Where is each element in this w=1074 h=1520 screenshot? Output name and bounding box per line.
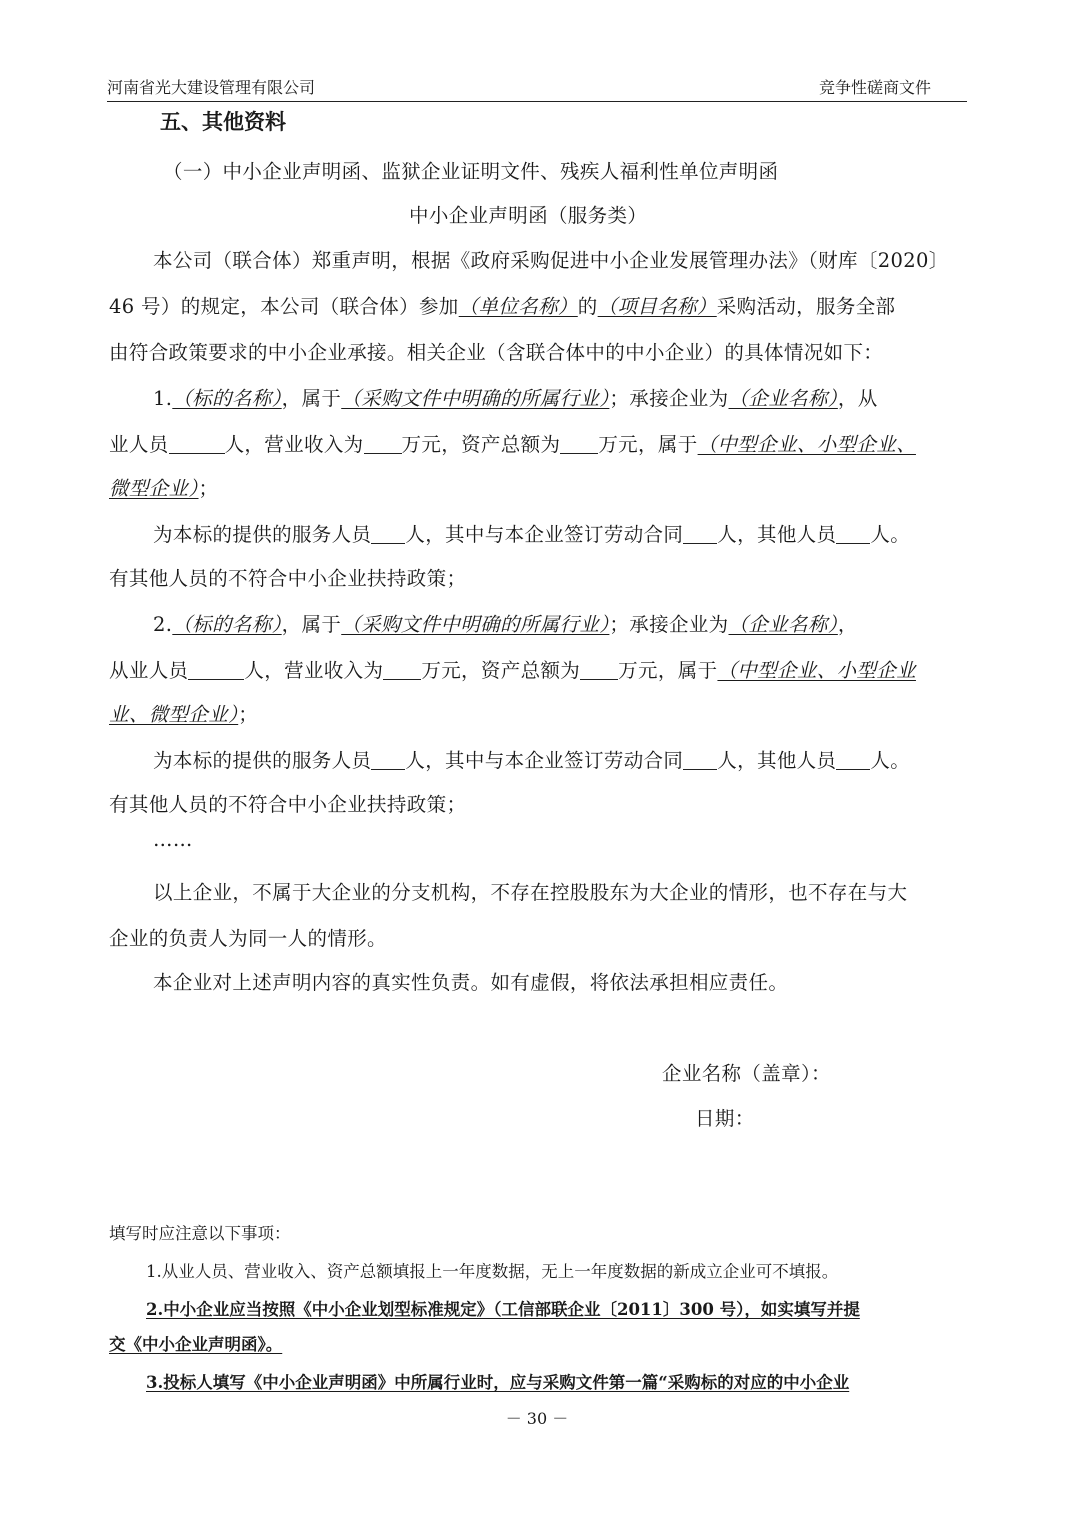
item2-staff-blank: [188, 660, 244, 681]
service1-blank-c: [836, 524, 870, 545]
item1-company: （企业名称）: [728, 387, 838, 410]
ellipsis: ……: [153, 828, 193, 851]
item2-industry: （采购文件中明确的所属行业）: [341, 613, 610, 636]
item2-assets-blank: [580, 660, 618, 681]
closing-line-3: 本企业对上述声明内容的真实性负责。如有虚假，将依法承担相应责任。: [153, 971, 789, 994]
header-company: 河南省光大建设管理有限公司: [107, 78, 316, 97]
subsection-title: （一）中小企业声明函、监狱企业证明文件、残疾人福利性单位声明函: [163, 160, 779, 183]
item1-staff-blank: [169, 434, 225, 455]
date-label: 日期：: [695, 1107, 755, 1130]
item1-target: （标的名称）: [172, 387, 282, 410]
note-2-line-2: 交《中小企业声明函》。: [109, 1335, 283, 1354]
company-seal-label: 企业名称（盖章）：: [662, 1062, 831, 1085]
item1-line-2: 业人员 人，营业收入为 万元，资产总额为 万元，属于（中型企业、小型企业、: [109, 433, 916, 456]
item2-target: （标的名称）: [172, 613, 282, 636]
project-name-field: （项目名称）: [597, 295, 717, 318]
item2-company: （企业名称）: [728, 613, 838, 636]
item1-line-1: 1.（标的名称），属于（采购文件中明确的所属行业）；承接企业为（企业名称），从: [153, 387, 878, 410]
item2-revenue-blank: [383, 660, 421, 681]
item2-size-b: 业、微型企业）: [109, 703, 239, 726]
service1-blank-b: [683, 524, 717, 545]
closing-line-2: 企业的负责人为同一人的情形。: [109, 927, 387, 950]
page-header: [107, 77, 967, 102]
intro-line-3: 由符合政策要求的中小企业承接。相关企业（含联合体中的中小企业）的具体情况如下：: [109, 341, 884, 364]
service2-blank-b: [683, 750, 717, 771]
note-2-line-1: 2.中小企业应当按照《中小企业划型标准规定》（工信部联企业〔2011〕300 号），如实填写并提: [146, 1300, 860, 1319]
section-title: 五、其他资料: [160, 110, 286, 134]
letter-title: 中小企业声明函（服务类）: [409, 204, 648, 227]
page-number: － 30 －: [505, 1409, 569, 1428]
service2-policy: 有其他人员的不符合中小企业扶持政策；: [109, 793, 467, 816]
closing-line-1: 以上企业，不属于大企业的分支机构，不存在控股股东为大企业的情形，也不存在与大: [153, 881, 908, 904]
item2-line-1: 2.（标的名称），属于（采购文件中明确的所属行业）；承接企业为（企业名称），: [153, 613, 858, 636]
item2-line-2: 从业人员 人，营业收入为 万元，资产总额为 万元，属于（中型企业、小型企业: [109, 659, 916, 682]
item1-size-b: 微型企业）: [109, 477, 199, 500]
note-1: 1.从业人员、营业收入、资产总额填报上一年度数据，无上一年度数据的新成立企业可不填报。: [146, 1262, 839, 1281]
item2-size-a: （中型企业、小型企业: [717, 659, 916, 682]
service1-blank-a: [371, 524, 405, 545]
item1-assets-blank: [560, 434, 598, 455]
item1-industry: （采购文件中明确的所属行业）: [341, 387, 610, 410]
item1-line-3: 微型企业）；: [109, 477, 219, 500]
item1-size-a: （中型企业、小型企业、: [697, 433, 916, 456]
service2-line: 为本标的提供的服务人员 人，其中与本企业签订劳动合同 人，其他人员 人。: [153, 749, 911, 772]
unit-name-field: （单位名称）: [458, 295, 578, 318]
service1-policy: 有其他人员的不符合中小企业扶持政策；: [109, 567, 467, 590]
service2-blank-a: [371, 750, 405, 771]
notes-heading: 填写时应注意以下事项：: [109, 1224, 291, 1243]
item1-revenue-blank: [364, 434, 402, 455]
item2-line-3: 业、微型企业）；: [109, 703, 259, 726]
note-3: 3.投标人填写《中小企业声明函》中所属行业时，应与采购文件第一篇“采购标的对应的中小企业: [146, 1373, 850, 1392]
service1-line: 为本标的提供的服务人员 人，其中与本企业签订劳动合同 人，其他人员 人。: [153, 523, 911, 546]
intro-line-1: 本公司（联合体）郑重声明，根据《政府采购促进中小企业发展管理办法》（财库〔2020〕: [153, 249, 949, 272]
header-doc-type: 竞争性磋商文件: [818, 78, 931, 97]
service2-blank-c: [836, 750, 870, 771]
intro-line-2: 46 号）的规定，本公司（联合体）参加（单位名称）的（项目名称）采购活动，服务全部: [109, 295, 896, 318]
